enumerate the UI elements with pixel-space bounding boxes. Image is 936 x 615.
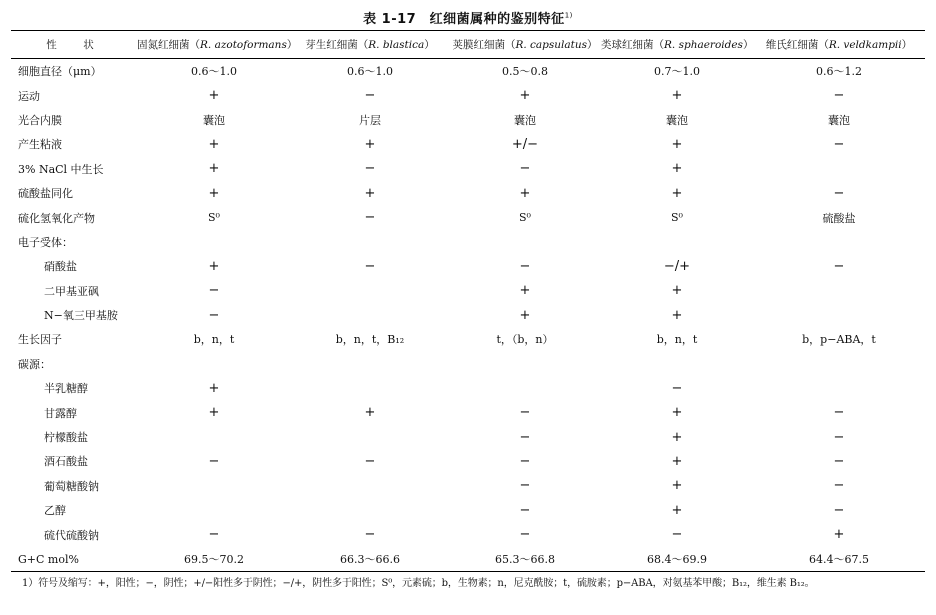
table-cell: −	[833, 502, 845, 518]
table-cell	[753, 230, 925, 254]
table-cell: 囊泡	[203, 113, 225, 127]
table-cell: −	[519, 453, 531, 469]
table-cell: +	[208, 161, 220, 177]
table-cell	[601, 352, 753, 376]
row-label: 硫化氢氧化产物	[18, 211, 95, 225]
table-cell: −	[833, 453, 845, 469]
header-r-blastica: 芽生红细菌（R. blastica）	[291, 31, 449, 59]
row-label: 电子受体：	[18, 235, 73, 249]
table-cell	[137, 425, 291, 449]
row-label: 硫酸盐同化	[18, 187, 73, 201]
table-row	[11, 83, 925, 107]
row-label: 葡萄糖酸钠	[44, 479, 99, 493]
table-cell	[291, 376, 449, 400]
table-cell: −	[364, 527, 376, 543]
row-label: 产生粘液	[18, 138, 62, 152]
row-label: 甘露醇	[44, 406, 77, 420]
table-cell: −	[519, 405, 531, 421]
table-cell: 囊泡	[514, 113, 536, 127]
table-title	[0, 8, 936, 27]
table-cell	[449, 376, 601, 400]
table-cell	[449, 230, 601, 254]
table-cell: −	[364, 161, 376, 177]
table-cell	[137, 352, 291, 376]
table-cell: 片层	[359, 113, 381, 127]
table-cell: +	[519, 283, 531, 299]
header-r-capsulatus: 荚膜红细菌（R. capsulatus）	[449, 31, 601, 59]
row-label: 硝酸盐	[44, 260, 77, 274]
table-row	[11, 474, 925, 498]
table-cell: −	[364, 453, 376, 469]
table-row	[11, 400, 925, 424]
table-cell: +	[671, 307, 683, 323]
identification-table	[11, 30, 925, 572]
table-cell: +/−	[511, 136, 539, 152]
row-label: 二甲基亚砜	[44, 284, 99, 298]
table-cell: −	[833, 185, 845, 201]
table-cell: +	[519, 307, 531, 323]
table-cell: −	[364, 258, 376, 274]
table-cell	[753, 279, 925, 303]
table-cell: S⁰	[519, 211, 531, 225]
table-cell: −	[519, 502, 531, 518]
row-label: 柠檬酸盐	[44, 431, 88, 445]
table-cell: −	[671, 380, 683, 396]
header-trait: 性 状	[11, 31, 137, 59]
table-cell: S⁰	[208, 211, 220, 225]
table-header-row	[11, 31, 925, 59]
table-cell	[291, 474, 449, 498]
table-cell: b，n，t	[656, 333, 698, 347]
table-cell: −	[519, 161, 531, 177]
table-cell	[601, 230, 753, 254]
table-cell: +	[671, 478, 683, 494]
table-cell: +	[519, 88, 531, 104]
row-label: 运动	[18, 89, 40, 103]
table-row	[11, 181, 925, 205]
table-cell: t，（b，n）	[496, 333, 554, 347]
table-row	[11, 376, 925, 400]
table-cell: −/+	[663, 258, 691, 274]
table-cell: +	[364, 405, 376, 421]
table-cell: −	[833, 405, 845, 421]
header-r-sphaeroides: 类球红细菌（R. sphaeroides）	[601, 31, 753, 59]
table-cell: +	[833, 527, 845, 543]
table-cell: +	[208, 380, 220, 396]
table-row	[11, 108, 925, 132]
table-row	[11, 352, 925, 376]
table-cell: 0.5～0.8	[502, 65, 548, 79]
row-label: 光合内膜	[18, 113, 62, 127]
row-label: 酒石酸盐	[44, 455, 88, 469]
table-cell: b，p−ABA，t	[802, 333, 876, 347]
table-row	[11, 547, 925, 572]
table-title-note: 1)	[564, 11, 573, 20]
table-cell: b，n，t，B₁₂	[335, 333, 405, 347]
row-label: 乙醇	[44, 504, 66, 518]
table-cell: 0.6～1.0	[347, 65, 393, 79]
row-label: 生长因子	[18, 333, 62, 347]
table-cell: 65.3～66.8	[449, 547, 601, 572]
table-cell: −	[833, 258, 845, 274]
table-cell: −	[833, 88, 845, 104]
table-cell: −	[364, 88, 376, 104]
row-label: 半乳糖醇	[44, 382, 88, 396]
row-label: 碳源：	[18, 357, 51, 371]
table-row	[11, 205, 925, 229]
table-cell: 64.4～67.5	[753, 547, 925, 572]
table-footnote: 1）符号及缩写：+，阳性；−，阴性；+/−阳性多于阴性；−/+，阴性多于阳性；S⁰，元素硫；b，生物素；n，尼克酰胺；t，硫胺素；p−ABA，对氨基苯甲酸；B₁₂，维生素 B₁₂。	[22, 578, 815, 589]
table-cell	[291, 279, 449, 303]
table-cell	[291, 498, 449, 522]
table-cell: −	[519, 429, 531, 445]
table-cell: +	[671, 136, 683, 152]
table-cell: +	[671, 283, 683, 299]
table-cell: 囊泡	[828, 113, 850, 127]
header-r-azotoformans: 固氮红细菌（R. azotoformans）	[137, 31, 291, 59]
table-cell: +	[208, 136, 220, 152]
table-cell: 0.7～1.0	[654, 65, 700, 79]
row-label: 细胞直径（μm）	[18, 65, 102, 79]
table-cell: 硫酸盐	[822, 211, 856, 225]
table-cell: 68.4～69.9	[601, 547, 753, 572]
table-cell: +	[364, 185, 376, 201]
row-label: 硫代硫酸钠	[44, 528, 99, 542]
table-cell: −	[519, 478, 531, 494]
table-cell: −	[833, 429, 845, 445]
table-cell: +	[671, 502, 683, 518]
table-cell: +	[208, 185, 220, 201]
table-cell	[753, 352, 925, 376]
table-cell	[449, 352, 601, 376]
table-cell: 66.3～66.6	[291, 547, 449, 572]
table-cell: 囊泡	[666, 113, 688, 127]
header-r-veldkampii: 维氏红细菌（R. veldkampii）	[753, 31, 925, 59]
table-cell: S⁰	[671, 211, 683, 225]
table-cell: −	[671, 527, 683, 543]
table-row	[11, 279, 925, 303]
table-cell: 0.6～1.0	[191, 65, 237, 79]
row-label: G+C mol%	[11, 547, 137, 572]
table-row	[11, 254, 925, 278]
table-cell: +	[671, 185, 683, 201]
table-cell: −	[208, 307, 220, 323]
table-row	[11, 132, 925, 156]
table-row	[11, 230, 925, 254]
table-cell	[291, 352, 449, 376]
table-cell: −	[208, 453, 220, 469]
table-cell	[291, 303, 449, 327]
table-body	[11, 59, 925, 572]
table-cell: 0.6～1.2	[816, 65, 862, 79]
table-cell: −	[364, 210, 376, 226]
table-cell	[753, 376, 925, 400]
table-row	[11, 157, 925, 181]
table-cell	[137, 498, 291, 522]
table-cell: −	[833, 478, 845, 494]
table-cell: +	[671, 405, 683, 421]
row-label: N−氧三甲基胺	[44, 309, 118, 323]
table-cell	[291, 425, 449, 449]
table-row	[11, 425, 925, 449]
table-cell: −	[519, 527, 531, 543]
table-row	[11, 303, 925, 327]
table-cell	[753, 303, 925, 327]
table-cell	[137, 230, 291, 254]
table-row	[11, 59, 925, 84]
table-cell: −	[519, 258, 531, 274]
table-row	[11, 498, 925, 522]
table-cell: +	[671, 88, 683, 104]
table-row	[11, 449, 925, 473]
table-cell: +	[671, 453, 683, 469]
table-title-text: 表 1-17 红细菌属种的鉴别特征	[363, 12, 565, 27]
table-cell: +	[208, 405, 220, 421]
table-cell: +	[671, 161, 683, 177]
table-cell: +	[208, 258, 220, 274]
table-cell: −	[208, 527, 220, 543]
table-cell: +	[208, 88, 220, 104]
table-cell: −	[833, 136, 845, 152]
table-cell: +	[671, 429, 683, 445]
table-cell	[753, 157, 925, 181]
table-row	[11, 522, 925, 546]
table-cell	[291, 230, 449, 254]
table-cell: +	[519, 185, 531, 201]
table-cell	[137, 474, 291, 498]
table-cell: −	[208, 283, 220, 299]
table-cell: +	[364, 136, 376, 152]
table-cell: 69.5～70.2	[137, 547, 291, 572]
table-cell: b，n，t	[193, 333, 235, 347]
row-label: 3% NaCl 中生长	[18, 162, 104, 176]
table-row	[11, 327, 925, 351]
